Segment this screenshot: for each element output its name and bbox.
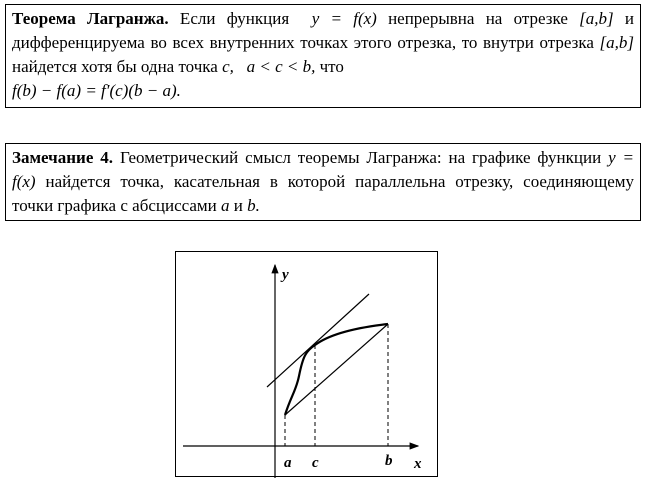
formula: [a,b] [599,33,634,52]
c-label: c [312,455,319,471]
lagrange-figure [175,251,438,477]
a-label: a [284,455,292,471]
text: непрерывна на отрезке [376,9,580,28]
formula: a < c < b, [246,57,316,76]
formula: b. [247,196,260,215]
text: Геометрический смысл теоремы Лагранжа: на графике функции [113,148,609,167]
graph [176,252,439,478]
remark-box [5,143,641,221]
tangent-line [267,294,369,387]
text: Если функция [168,9,301,28]
text: и [229,196,248,215]
theorem-box [5,4,641,108]
theorem-title: Теорема Лагранжа. [12,9,169,28]
text: и дифференцируема во всех внутренних точках этого отрезка, то внутри отрезка [12,9,634,52]
b-label: b [385,453,393,469]
remark-title: Замечание 4. [12,148,114,167]
formula: y = f(x) [311,9,377,28]
text: найдется точка, касательная в которой параллельна отрезку, соединяющему точки графика с абсциссами [12,172,634,215]
text: что [315,57,344,76]
y-label: y [282,267,289,283]
formula: c, [222,57,234,76]
formula: f(b) − f(a) = f′(c)(b − a). [12,81,181,100]
formula: a [221,196,230,215]
formula: [a,b] [579,9,614,28]
x-label: x [414,456,422,472]
text: найдется хотя бы одна точка [12,57,223,76]
formula: y = f(x) [12,148,634,191]
